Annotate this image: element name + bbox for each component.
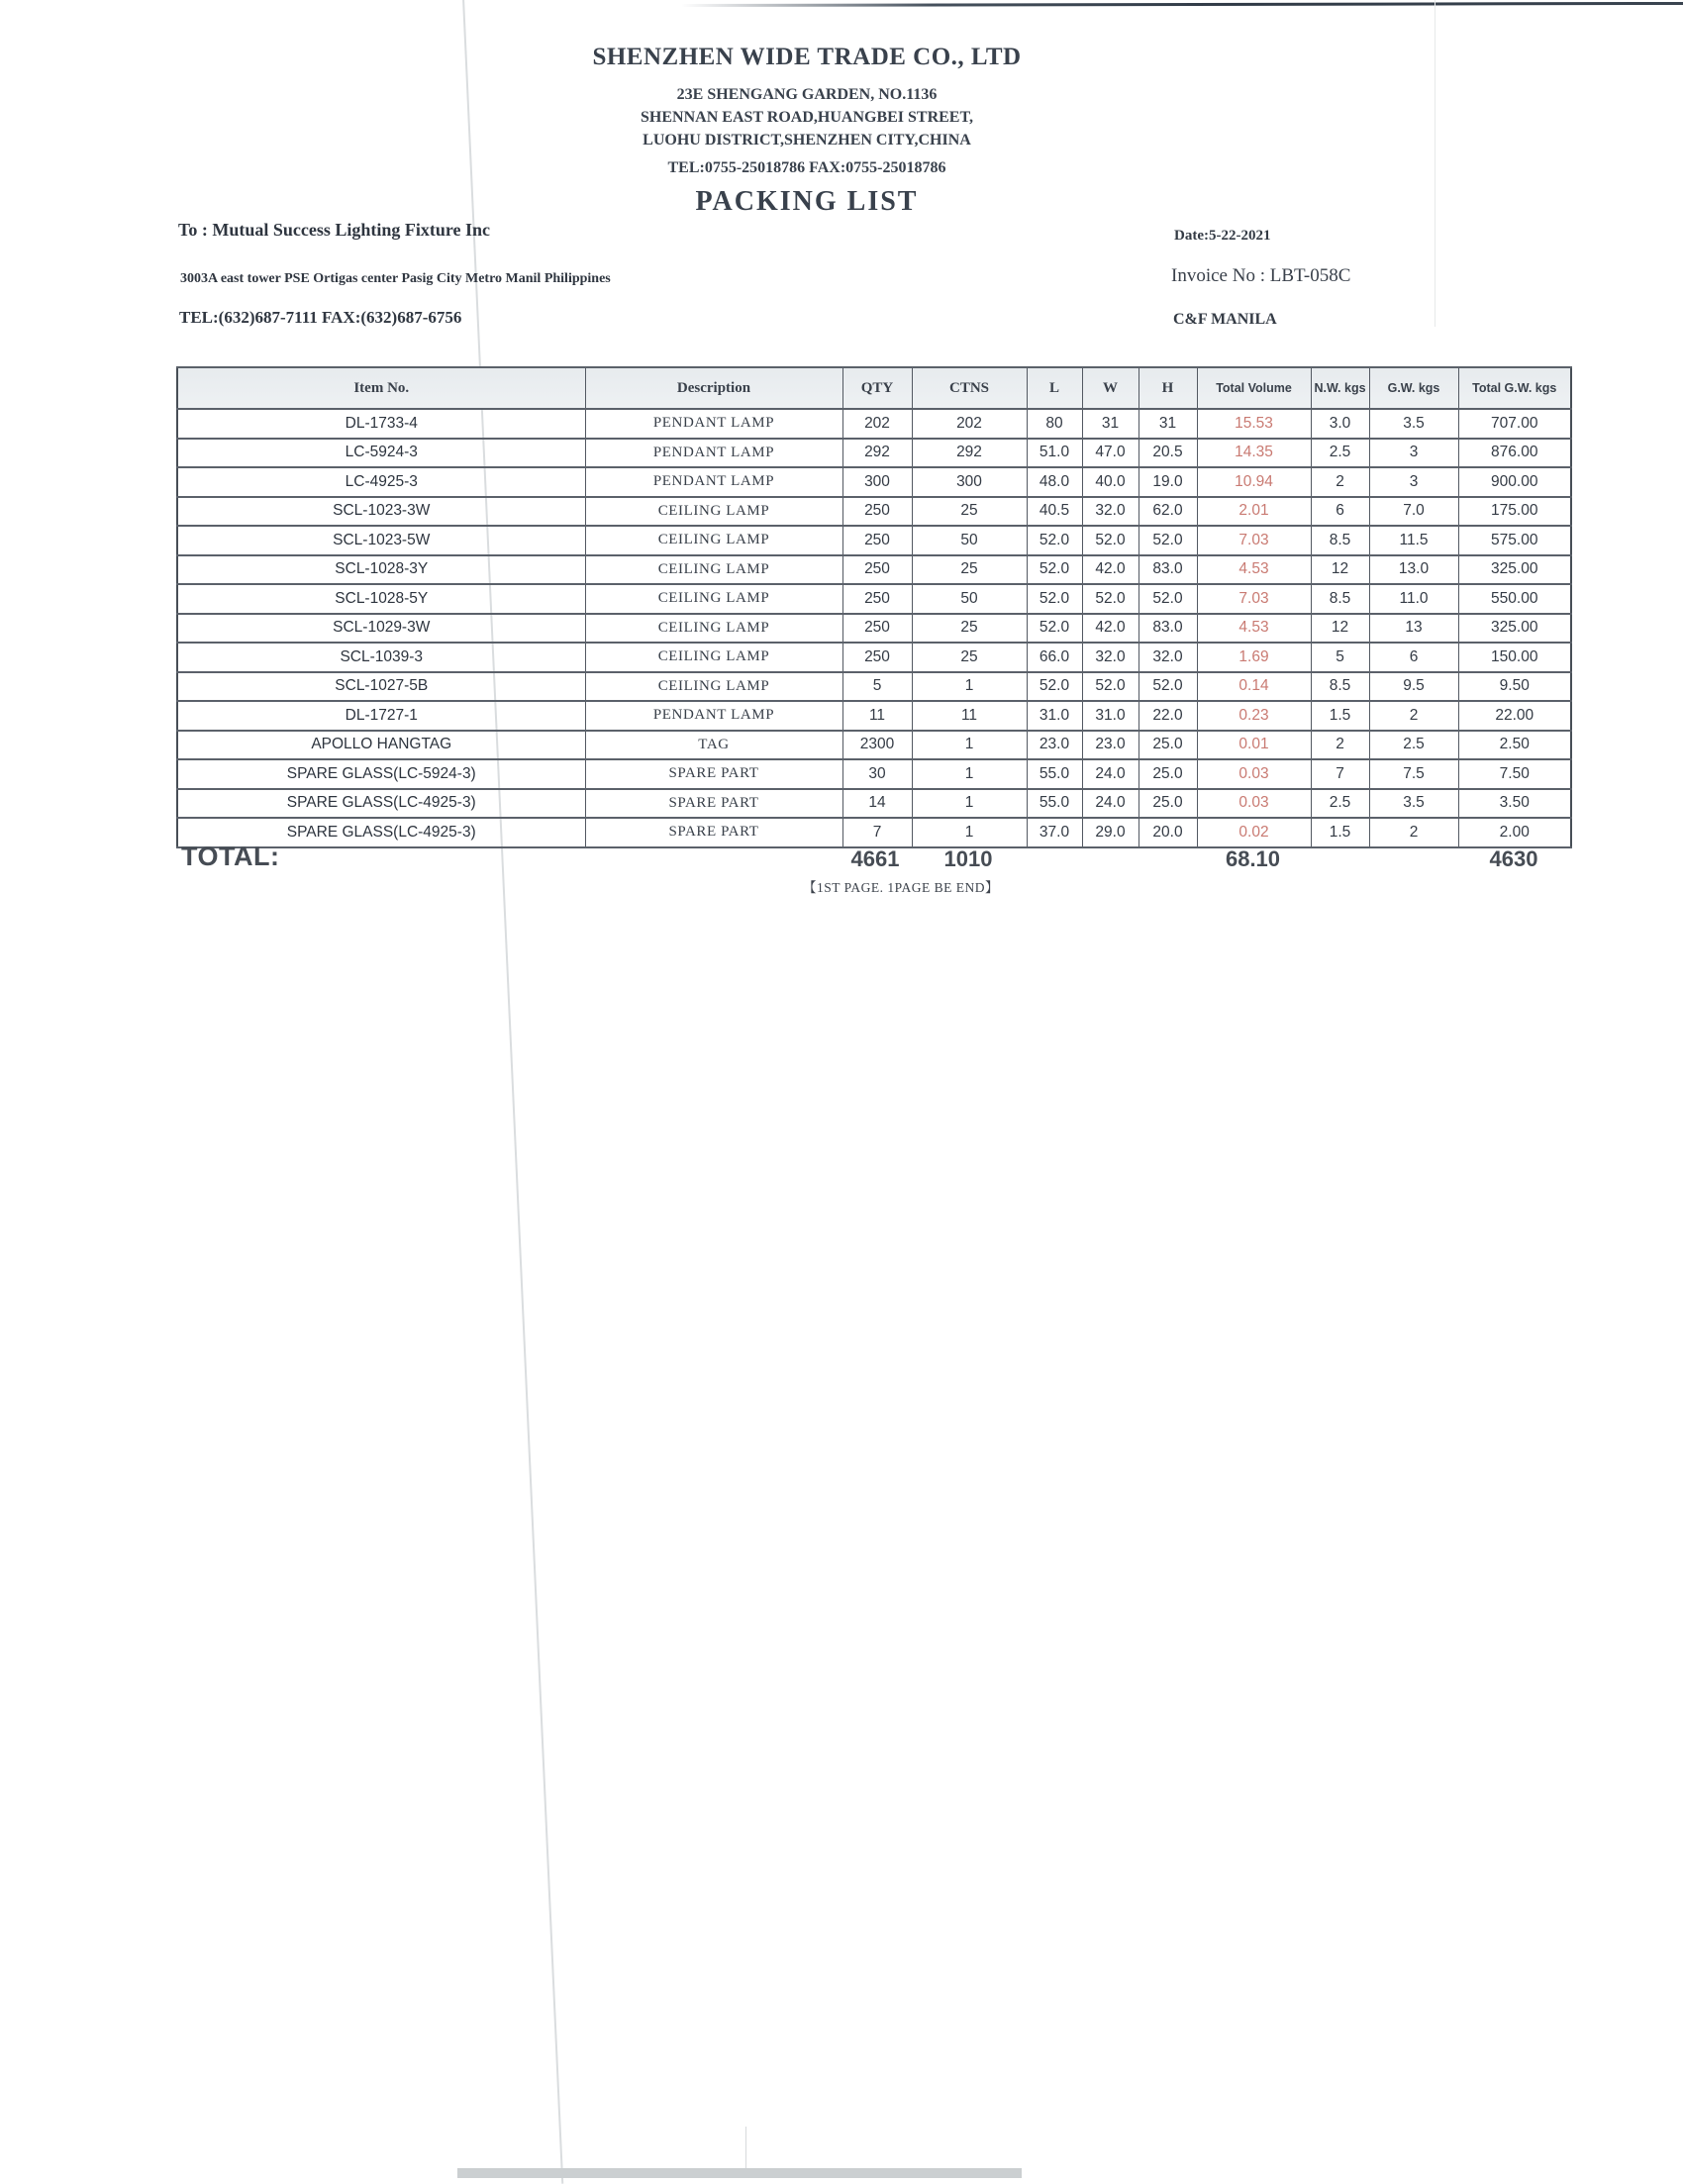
cell-w: 31.0 (1082, 701, 1138, 731)
table-row (177, 701, 1571, 731)
cell-qty: 250 (842, 555, 912, 585)
table-row (177, 759, 1571, 789)
col-header-nw-kgs: N.W. kgs (1311, 367, 1369, 409)
cell-description: CEILING LAMP (585, 555, 842, 585)
cell-total-gw-kgs: 3.50 (1458, 789, 1571, 819)
cell-item-no: SCL-1029-3W (177, 614, 585, 644)
cell-gw-kgs: 7.5 (1369, 759, 1458, 789)
company-name: SHENZHEN WIDE TRADE CO., LTD (592, 44, 1022, 70)
cell-w: 52.0 (1082, 584, 1138, 614)
cell-total-volume: 0.02 (1197, 818, 1311, 847)
cell-gw-kgs: 3 (1369, 467, 1458, 497)
cell-qty: 202 (842, 409, 912, 439)
cell-nw-kgs: 2 (1311, 467, 1369, 497)
cell-w: 52.0 (1082, 672, 1138, 702)
cell-qty: 7 (842, 818, 912, 847)
cell-item-no: DL-1727-1 (177, 701, 585, 731)
cell-total-gw-kgs: 7.50 (1458, 759, 1571, 789)
company-address-line2: SHENNAN EAST ROAD,HUANGBEI STREET, (641, 109, 973, 126)
cell-total-volume: 0.14 (1197, 672, 1311, 702)
cell-nw-kgs: 1.5 (1311, 818, 1369, 847)
cell-h: 52.0 (1138, 526, 1197, 555)
cell-total-volume: 1.69 (1197, 643, 1311, 672)
scan-bottom-band (457, 2168, 1022, 2178)
cell-description: PENDANT LAMP (585, 439, 842, 468)
cell-description: CEILING LAMP (585, 672, 842, 702)
cell-w: 24.0 (1082, 759, 1138, 789)
cell-total-volume: 10.94 (1197, 467, 1311, 497)
cell-nw-kgs: 8.5 (1311, 526, 1369, 555)
cell-ctns: 202 (912, 409, 1027, 439)
cell-l: 80 (1027, 409, 1082, 439)
table-row (177, 497, 1571, 527)
cell-description: PENDANT LAMP (585, 467, 842, 497)
cell-qty: 14 (842, 789, 912, 819)
cell-item-no: LC-4925-3 (177, 467, 585, 497)
cell-item-no: SPARE GLASS(LC-4925-3) (177, 818, 585, 847)
cell-w: 24.0 (1082, 789, 1138, 819)
col-header-total-volume: Total Volume (1197, 367, 1311, 409)
cell-gw-kgs: 6 (1369, 643, 1458, 672)
cell-qty: 5 (842, 672, 912, 702)
cell-h: 31 (1138, 409, 1197, 439)
scan-fold-line-right (1435, 0, 1436, 327)
cell-ctns: 1 (912, 731, 1027, 760)
cell-l: 52.0 (1027, 555, 1082, 585)
cell-gw-kgs: 3 (1369, 439, 1458, 468)
cell-w: 23.0 (1082, 731, 1138, 760)
cell-nw-kgs: 8.5 (1311, 584, 1369, 614)
scan-fold-line (462, 0, 563, 2184)
cell-w: 29.0 (1082, 818, 1138, 847)
cell-qty: 292 (842, 439, 912, 468)
cell-nw-kgs: 6 (1311, 497, 1369, 527)
cell-qty: 250 (842, 643, 912, 672)
cell-h: 22.0 (1138, 701, 1197, 731)
scan-edge-line (681, 2, 1683, 7)
col-header-l: L (1027, 367, 1082, 409)
table-row (177, 789, 1571, 819)
cell-w: 47.0 (1082, 439, 1138, 468)
cell-gw-kgs: 2.5 (1369, 731, 1458, 760)
cell-total-volume: 0.03 (1197, 759, 1311, 789)
cell-ctns: 1 (912, 818, 1027, 847)
cell-nw-kgs: 2.5 (1311, 789, 1369, 819)
cell-gw-kgs: 3.5 (1369, 789, 1458, 819)
cell-item-no: SCL-1039-3 (177, 643, 585, 672)
cell-item-no: SCL-1028-3Y (177, 555, 585, 585)
cell-total-gw-kgs: 550.00 (1458, 584, 1571, 614)
cell-nw-kgs: 8.5 (1311, 672, 1369, 702)
cell-total-gw-kgs: 175.00 (1458, 497, 1571, 527)
cell-total-gw-kgs: 2.50 (1458, 731, 1571, 760)
col-header-h: H (1138, 367, 1197, 409)
col-header-description: Description (585, 367, 842, 409)
cell-item-no: SPARE GLASS(LC-5924-3) (177, 759, 585, 789)
cell-nw-kgs: 12 (1311, 555, 1369, 585)
cell-description: TAG (585, 731, 842, 760)
cell-total-volume: 4.53 (1197, 614, 1311, 644)
cell-nw-kgs: 1.5 (1311, 701, 1369, 731)
cell-l: 52.0 (1027, 584, 1082, 614)
cell-total-gw-kgs: 22.00 (1458, 701, 1571, 731)
cell-ctns: 1 (912, 672, 1027, 702)
cell-item-no: SPARE GLASS(LC-4925-3) (177, 789, 585, 819)
cell-gw-kgs: 7.0 (1369, 497, 1458, 527)
cell-total-volume: 0.01 (1197, 731, 1311, 760)
cell-description: CEILING LAMP (585, 497, 842, 527)
cell-total-volume: 2.01 (1197, 497, 1311, 527)
cell-ctns: 25 (912, 643, 1027, 672)
cell-gw-kgs: 2 (1369, 818, 1458, 847)
cell-h: 20.5 (1138, 439, 1197, 468)
cell-nw-kgs: 3.0 (1311, 409, 1369, 439)
cell-nw-kgs: 5 (1311, 643, 1369, 672)
total-gross-weight: 4630 (1489, 846, 1538, 871)
cell-item-no: APOLLO HANGTAG (177, 731, 585, 760)
cell-l: 31.0 (1027, 701, 1082, 731)
cell-ctns: 25 (912, 555, 1027, 585)
cell-l: 66.0 (1027, 643, 1082, 672)
cell-nw-kgs: 2 (1311, 731, 1369, 760)
consignee-address: 3003A east tower PSE Ortigas center Pasig City Metro Manil Philippines (180, 271, 611, 286)
cell-gw-kgs: 13.0 (1369, 555, 1458, 585)
cell-qty: 300 (842, 467, 912, 497)
document-date: Date:5-22-2021 (1174, 228, 1271, 244)
cell-l: 52.0 (1027, 614, 1082, 644)
cell-qty: 30 (842, 759, 912, 789)
cell-qty: 11 (842, 701, 912, 731)
table-row (177, 643, 1571, 672)
cell-description: SPARE PART (585, 789, 842, 819)
cell-h: 52.0 (1138, 584, 1197, 614)
cell-total-volume: 7.03 (1197, 584, 1311, 614)
cell-description: CEILING LAMP (585, 643, 842, 672)
cell-w: 42.0 (1082, 555, 1138, 585)
table-header-row (177, 367, 1571, 409)
cell-h: 32.0 (1138, 643, 1197, 672)
cell-gw-kgs: 11.0 (1369, 584, 1458, 614)
table-row (177, 672, 1571, 702)
cell-w: 32.0 (1082, 497, 1138, 527)
total-ctns: 1010 (943, 846, 993, 871)
cell-gw-kgs: 9.5 (1369, 672, 1458, 702)
cell-total-volume: 15.53 (1197, 409, 1311, 439)
page-note: 【1ST PAGE. 1PAGE BE END】 (803, 880, 999, 895)
cell-description: SPARE PART (585, 759, 842, 789)
cell-ctns: 1 (912, 759, 1027, 789)
cell-item-no: SCL-1028-5Y (177, 584, 585, 614)
cell-gw-kgs: 13 (1369, 614, 1458, 644)
cell-ctns: 300 (912, 467, 1027, 497)
cell-qty: 250 (842, 497, 912, 527)
cell-l: 51.0 (1027, 439, 1082, 468)
cell-total-gw-kgs: 325.00 (1458, 555, 1571, 585)
cell-gw-kgs: 3.5 (1369, 409, 1458, 439)
cell-l: 23.0 (1027, 731, 1082, 760)
cell-ctns: 25 (912, 614, 1027, 644)
table-row (177, 555, 1571, 585)
col-header-total-gw-kgs: Total G.W. kgs (1458, 367, 1571, 409)
cell-gw-kgs: 11.5 (1369, 526, 1458, 555)
consignee-name: To : Mutual Success Lighting Fixture Inc (178, 220, 491, 240)
cell-ctns: 50 (912, 584, 1027, 614)
cell-total-volume: 0.23 (1197, 701, 1311, 731)
cell-w: 52.0 (1082, 526, 1138, 555)
cell-ctns: 1 (912, 789, 1027, 819)
table-row (177, 467, 1571, 497)
cell-qty: 250 (842, 526, 912, 555)
shipping-terms: C&F MANILA (1173, 311, 1277, 328)
company-address-line1: 23E SHENGANG GARDEN, NO.1136 (676, 86, 938, 103)
cell-total-gw-kgs: 2.00 (1458, 818, 1571, 847)
cell-h: 20.0 (1138, 818, 1197, 847)
cell-l: 52.0 (1027, 526, 1082, 555)
col-header-gw-kgs: G.W. kgs (1369, 367, 1458, 409)
total-label: TOTAL: (181, 842, 280, 871)
cell-l: 52.0 (1027, 672, 1082, 702)
cell-h: 62.0 (1138, 497, 1197, 527)
cell-nw-kgs: 7 (1311, 759, 1369, 789)
cell-item-no: SCL-1023-3W (177, 497, 585, 527)
invoice-number: Invoice No : LBT-058C (1171, 265, 1351, 286)
table-row (177, 526, 1571, 555)
cell-total-gw-kgs: 150.00 (1458, 643, 1571, 672)
cell-total-volume: 4.53 (1197, 555, 1311, 585)
col-header-item-no: Item No. (177, 367, 585, 409)
cell-qty: 250 (842, 584, 912, 614)
cell-h: 25.0 (1138, 789, 1197, 819)
cell-item-no: LC-5924-3 (177, 439, 585, 468)
cell-description: CEILING LAMP (585, 614, 842, 644)
cell-w: 42.0 (1082, 614, 1138, 644)
packing-list-table (176, 366, 1572, 848)
cell-total-gw-kgs: 707.00 (1458, 409, 1571, 439)
cell-total-gw-kgs: 9.50 (1458, 672, 1571, 702)
page-title: PACKING LIST (695, 186, 919, 217)
cell-description: CEILING LAMP (585, 584, 842, 614)
cell-h: 19.0 (1138, 467, 1197, 497)
cell-total-gw-kgs: 325.00 (1458, 614, 1571, 644)
cell-total-volume: 14.35 (1197, 439, 1311, 468)
total-volume: 68.10 (1225, 846, 1281, 871)
cell-w: 31 (1082, 409, 1138, 439)
packing-table-body (177, 409, 1571, 847)
cell-h: 83.0 (1138, 555, 1197, 585)
table-row (177, 409, 1571, 439)
cell-description: CEILING LAMP (585, 526, 842, 555)
cell-description: PENDANT LAMP (585, 701, 842, 731)
cell-ctns: 50 (912, 526, 1027, 555)
cell-l: 40.5 (1027, 497, 1082, 527)
company-tel-fax: TEL:0755-25018786 FAX:0755-25018786 (667, 159, 946, 176)
cell-w: 32.0 (1082, 643, 1138, 672)
cell-ctns: 11 (912, 701, 1027, 731)
cell-l: 48.0 (1027, 467, 1082, 497)
cell-total-volume: 0.03 (1197, 789, 1311, 819)
table-row (177, 584, 1571, 614)
col-header-ctns: CTNS (912, 367, 1027, 409)
cell-l: 37.0 (1027, 818, 1082, 847)
cell-h: 52.0 (1138, 672, 1197, 702)
cell-gw-kgs: 2 (1369, 701, 1458, 731)
consignee-tel-fax: TEL:(632)687-7111 FAX:(632)687-6756 (179, 308, 462, 327)
cell-h: 25.0 (1138, 731, 1197, 760)
cell-item-no: SCL-1023-5W (177, 526, 585, 555)
cell-ctns: 25 (912, 497, 1027, 527)
table-row (177, 731, 1571, 760)
cell-l: 55.0 (1027, 789, 1082, 819)
cell-h: 25.0 (1138, 759, 1197, 789)
cell-w: 40.0 (1082, 467, 1138, 497)
cell-qty: 250 (842, 614, 912, 644)
cell-ctns: 292 (912, 439, 1027, 468)
table-row (177, 439, 1571, 468)
cell-item-no: DL-1733-4 (177, 409, 585, 439)
cell-total-gw-kgs: 876.00 (1458, 439, 1571, 468)
col-header-qty: QTY (842, 367, 912, 409)
table-row (177, 614, 1571, 644)
cell-item-no: SCL-1027-5B (177, 672, 585, 702)
cell-total-volume: 7.03 (1197, 526, 1311, 555)
cell-description: PENDANT LAMP (585, 409, 842, 439)
cell-qty: 2300 (842, 731, 912, 760)
cell-nw-kgs: 12 (1311, 614, 1369, 644)
cell-total-gw-kgs: 575.00 (1458, 526, 1571, 555)
cell-h: 83.0 (1138, 614, 1197, 644)
cell-description: SPARE PART (585, 818, 842, 847)
company-address-line3: LUOHU DISTRICT,SHENZHEN CITY,CHINA (643, 132, 971, 149)
cell-nw-kgs: 2.5 (1311, 439, 1369, 468)
table-row (177, 818, 1571, 847)
total-qty: 4661 (850, 846, 900, 871)
cell-total-gw-kgs: 900.00 (1458, 467, 1571, 497)
cell-l: 55.0 (1027, 759, 1082, 789)
col-header-w: W (1082, 367, 1138, 409)
